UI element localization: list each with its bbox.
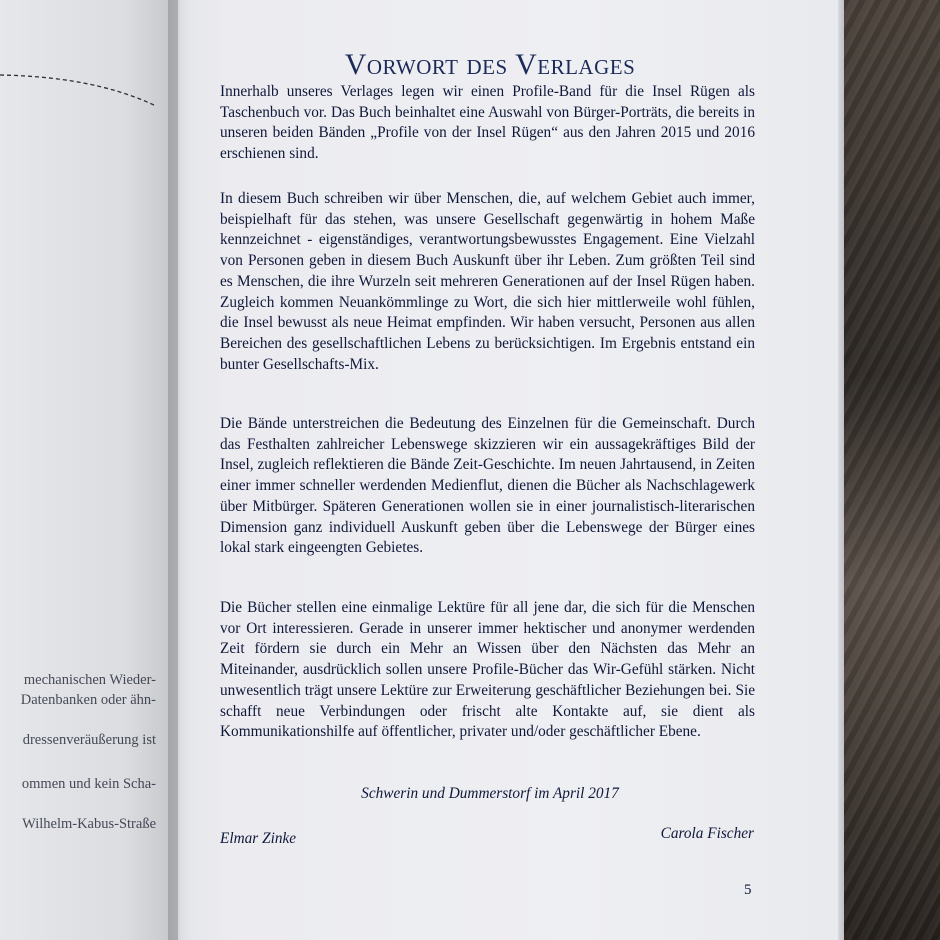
place-date: Schwerin und Dummerstorf im April 2017 — [361, 785, 619, 802]
left-page — [0, 0, 178, 940]
page-edge — [838, 0, 844, 940]
left-page-line: mechanischen Wieder- — [23, 672, 156, 688]
paragraph-2: In diesem Buch schreiben wir über Menschen, die, auf welchem Gebiet auch immer, beispielhaft für das stehen, was unsere Gesellschaft gegenwärtig in hohem Maße kennzeichnet - eigenständiges, verantwortungsbewusstes Engagement. Eine Vielzahl von Personen geben in diesem Buch Auskunft über ihr Leben. Zum größten Teil sind es Menschen, die ihre Wurzeln seit mehreren Generationen auf der Insel Rügen haben. Zugleich kommen Neuankömmlinge zu Wort, die sich hier mittlerweile wohl fühlen, die Insel bewusst als neue Heimat empfinden. Wir haben versucht, Personen aus allen Bereichen des gesellschaftlichen Lebens zu berücksichtigen. Im Ergebnis entstand ein bunter Gesellschafts-Mix. — [220, 190, 755, 373]
book-gutter — [168, 0, 190, 940]
paragraph-4: Die Bücher stellen eine einmalige Lektüre für all jene dar, die sich für die Menschen vor Ort interessieren. Gerade in unserer immer hektischer und anonymer werdenden Zeit fördern sie durch ein Mehr an Wissen über den Nächsten das Mehr an Miteinander, ausdrücklich sollen unsere Profile-Bücher das Wir-Gefühl stärken. Nicht unwesentlich trägt unsere Lektüre zur Erweiterung geschäftlicher Beziehungen bei. Sie schafft neue Verbindungen oder frischt alte Kontakte auf, sie dient als Kommunikationshilfe auf öffentlicher, privater und/oder geschäftlicher Ebene. — [220, 599, 755, 741]
paragraph-3: Die Bände unterstreichen die Bedeutung des Einzelnen für die Gemeinschaft. Durch das Festhalten zahlreicher Lebenswege skizzieren wir ein aussagekräftiges Bild der Insel, zugleich reflektieren die Bände Zeit-Geschichte. Im neuen Jahrtausend, in Zeiten einer immer schneller werdenden Medienflut, dienen die Bücher als Nachschlagewerk über Mitbürger. Späteren Generationen wollen sie in einer journalistisch-literarischen Dimension ganz individuell Auskunft geben über die Lebenswege der Bürger eines lokal stark eingeengten Gebietes. — [220, 415, 755, 557]
page-number: 5 — [744, 882, 752, 898]
paragraph-1: Innerhalb unseres Verlages legen wir einen Profile-Band für die Insel Rügen als Taschenbuch vor. Das Buch beinhaltet eine Auswahl von Bürger-Porträts, die bereits in unseren beiden Bänden „Profile von der Insel Rügen“ aus den Jahren 2015 und 2016 erschienen sind. — [220, 83, 755, 163]
left-page-line: Datenbanken oder ähn- — [20, 692, 156, 708]
left-page-line: Wilhelm-Kabus-Straße — [22, 816, 156, 832]
left-page-line: ommen und kein Scha- — [21, 776, 156, 792]
page-title: Vorwort des Verlages — [344, 48, 636, 82]
dashed-curve — [0, 40, 160, 120]
author-right: Carola Fischer — [660, 825, 754, 842]
left-page-line: dressenveräußerung ist — [22, 732, 156, 748]
author-left: Elmar Zinke — [220, 830, 297, 847]
wooden-table — [840, 0, 940, 940]
